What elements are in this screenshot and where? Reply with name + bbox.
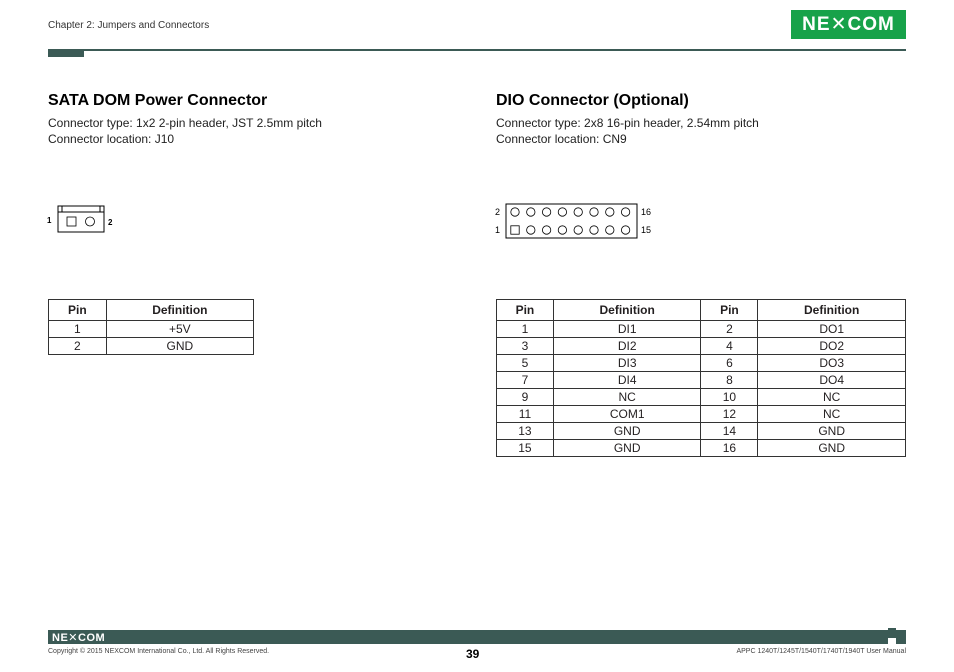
- table-cell: NC: [553, 389, 701, 406]
- dio-section-title: DIO Connector (Optional): [496, 92, 689, 109]
- dio-pin: [542, 226, 550, 234]
- table-row: [497, 321, 906, 338]
- footer-bar: [48, 630, 906, 644]
- table-row: [497, 440, 906, 457]
- dio-pin: [527, 226, 535, 234]
- table-cell: NC: [758, 389, 906, 406]
- sata-pin1-label: 1: [47, 216, 52, 225]
- table-cell: DI3: [553, 355, 701, 372]
- footer-corner-mark: [888, 628, 896, 637]
- header-tab-mark: [48, 49, 84, 57]
- table-cell: DI4: [553, 372, 701, 389]
- table-header-row: [497, 300, 906, 321]
- col-header-pin: Pin: [497, 300, 554, 321]
- table-row: [497, 423, 906, 440]
- table-cell: NC: [758, 406, 906, 423]
- table-header-row: [49, 300, 254, 321]
- dio-pin-1: [511, 226, 519, 234]
- table-row: [497, 406, 906, 423]
- col-header-definition: Definition: [758, 300, 906, 321]
- table-cell: GND: [758, 440, 906, 457]
- dio-pin: [574, 208, 582, 216]
- table-cell: 1: [497, 321, 554, 338]
- col-header-definition: Definition: [553, 300, 701, 321]
- sata-connector-diagram: [46, 204, 126, 234]
- table-cell: 4: [701, 338, 758, 355]
- dio-label-top-left: 2: [495, 207, 501, 217]
- dio-pin-table: [496, 299, 906, 457]
- table-cell: DO1: [758, 321, 906, 338]
- dio-pin: [606, 226, 614, 234]
- dio-pin: [590, 208, 598, 216]
- dio-connector-type: Connector type: 2x8 16-pin header, 2.54mm pitch: [496, 116, 759, 130]
- table-cell: +5V: [106, 321, 253, 338]
- table-cell: 6: [701, 355, 758, 372]
- dio-pin: [558, 226, 566, 234]
- manual-title: APPC 1240T/1245T/1540T/1740T/1940T User Manual: [736, 648, 906, 655]
- dio-pin: [621, 226, 629, 234]
- sata-connector-type: Connector type: 1x2 2-pin header, JST 2.5mm pitch: [48, 116, 322, 130]
- table-cell: GND: [553, 440, 701, 457]
- dio-label-top-right: 16: [641, 207, 652, 217]
- table-cell: 7: [497, 372, 554, 389]
- table-cell: DO2: [758, 338, 906, 355]
- sata-pin-1: [67, 217, 76, 226]
- table-row: [497, 389, 906, 406]
- chapter-title: Chapter 2: Jumpers and Connectors: [48, 20, 210, 31]
- page-number: 39: [466, 647, 480, 661]
- dio-pin: [527, 208, 535, 216]
- table-cell: 16: [701, 440, 758, 457]
- table-cell: 9: [497, 389, 554, 406]
- dio-connector-diagram: [490, 202, 660, 242]
- table-cell: 2: [701, 321, 758, 338]
- col-header-pin: Pin: [701, 300, 758, 321]
- dio-pin: [542, 208, 550, 216]
- table-cell: 1: [49, 321, 107, 338]
- dio-connector-location: Connector location: CN9: [496, 132, 627, 146]
- table-cell: GND: [553, 423, 701, 440]
- footer-corner-gap: [888, 638, 896, 644]
- table-cell: 10: [701, 389, 758, 406]
- col-header-definition: Definition: [106, 300, 253, 321]
- table-cell: 14: [701, 423, 758, 440]
- table-cell: COM1: [553, 406, 701, 423]
- table-cell: 11: [497, 406, 554, 423]
- col-header-pin: Pin: [49, 300, 107, 321]
- table-row: [497, 372, 906, 389]
- dio-pin: [558, 208, 566, 216]
- dio-pin: [621, 208, 629, 216]
- dio-label-bottom-right: 15: [641, 225, 652, 235]
- dio-pin: [590, 226, 598, 234]
- dio-pin: [574, 226, 582, 234]
- dio-pin: [511, 208, 519, 216]
- table-cell: 12: [701, 406, 758, 423]
- header-rule: [48, 49, 906, 51]
- table-row: [49, 321, 254, 338]
- table-cell: GND: [758, 423, 906, 440]
- logo-text: NE✕COM: [802, 14, 895, 35]
- dio-header-housing: [506, 204, 637, 238]
- table-row: [49, 338, 254, 355]
- table-cell: DO4: [758, 372, 906, 389]
- sata-pin-table: [48, 299, 254, 355]
- table-cell: 13: [497, 423, 554, 440]
- table-cell: GND: [106, 338, 253, 355]
- dio-pin: [606, 208, 614, 216]
- table-cell: 5: [497, 355, 554, 372]
- table-cell: 2: [49, 338, 107, 355]
- table-cell: 8: [701, 372, 758, 389]
- sata-connector-location: Connector location: J10: [48, 132, 175, 146]
- table-cell: 3: [497, 338, 554, 355]
- sata-section-title: SATA DOM Power Connector: [48, 92, 268, 109]
- footer-corner-mark: [897, 638, 905, 644]
- table-cell: 15: [497, 440, 554, 457]
- table-cell: DI2: [553, 338, 701, 355]
- table-row: [497, 338, 906, 355]
- dio-label-bottom-left: 1: [495, 225, 501, 235]
- sata-pin-2: [86, 217, 95, 226]
- table-row: [497, 355, 906, 372]
- table-cell: DO3: [758, 355, 906, 372]
- sata-pin2-label: 2: [108, 218, 113, 227]
- footer-logo: NE✕COM: [52, 632, 106, 644]
- nexcom-logo: [791, 10, 906, 39]
- table-cell: DI1: [553, 321, 701, 338]
- copyright-text: Copyright © 2015 NEXCOM International Co., Ltd. All Rights Reserved.: [48, 648, 270, 655]
